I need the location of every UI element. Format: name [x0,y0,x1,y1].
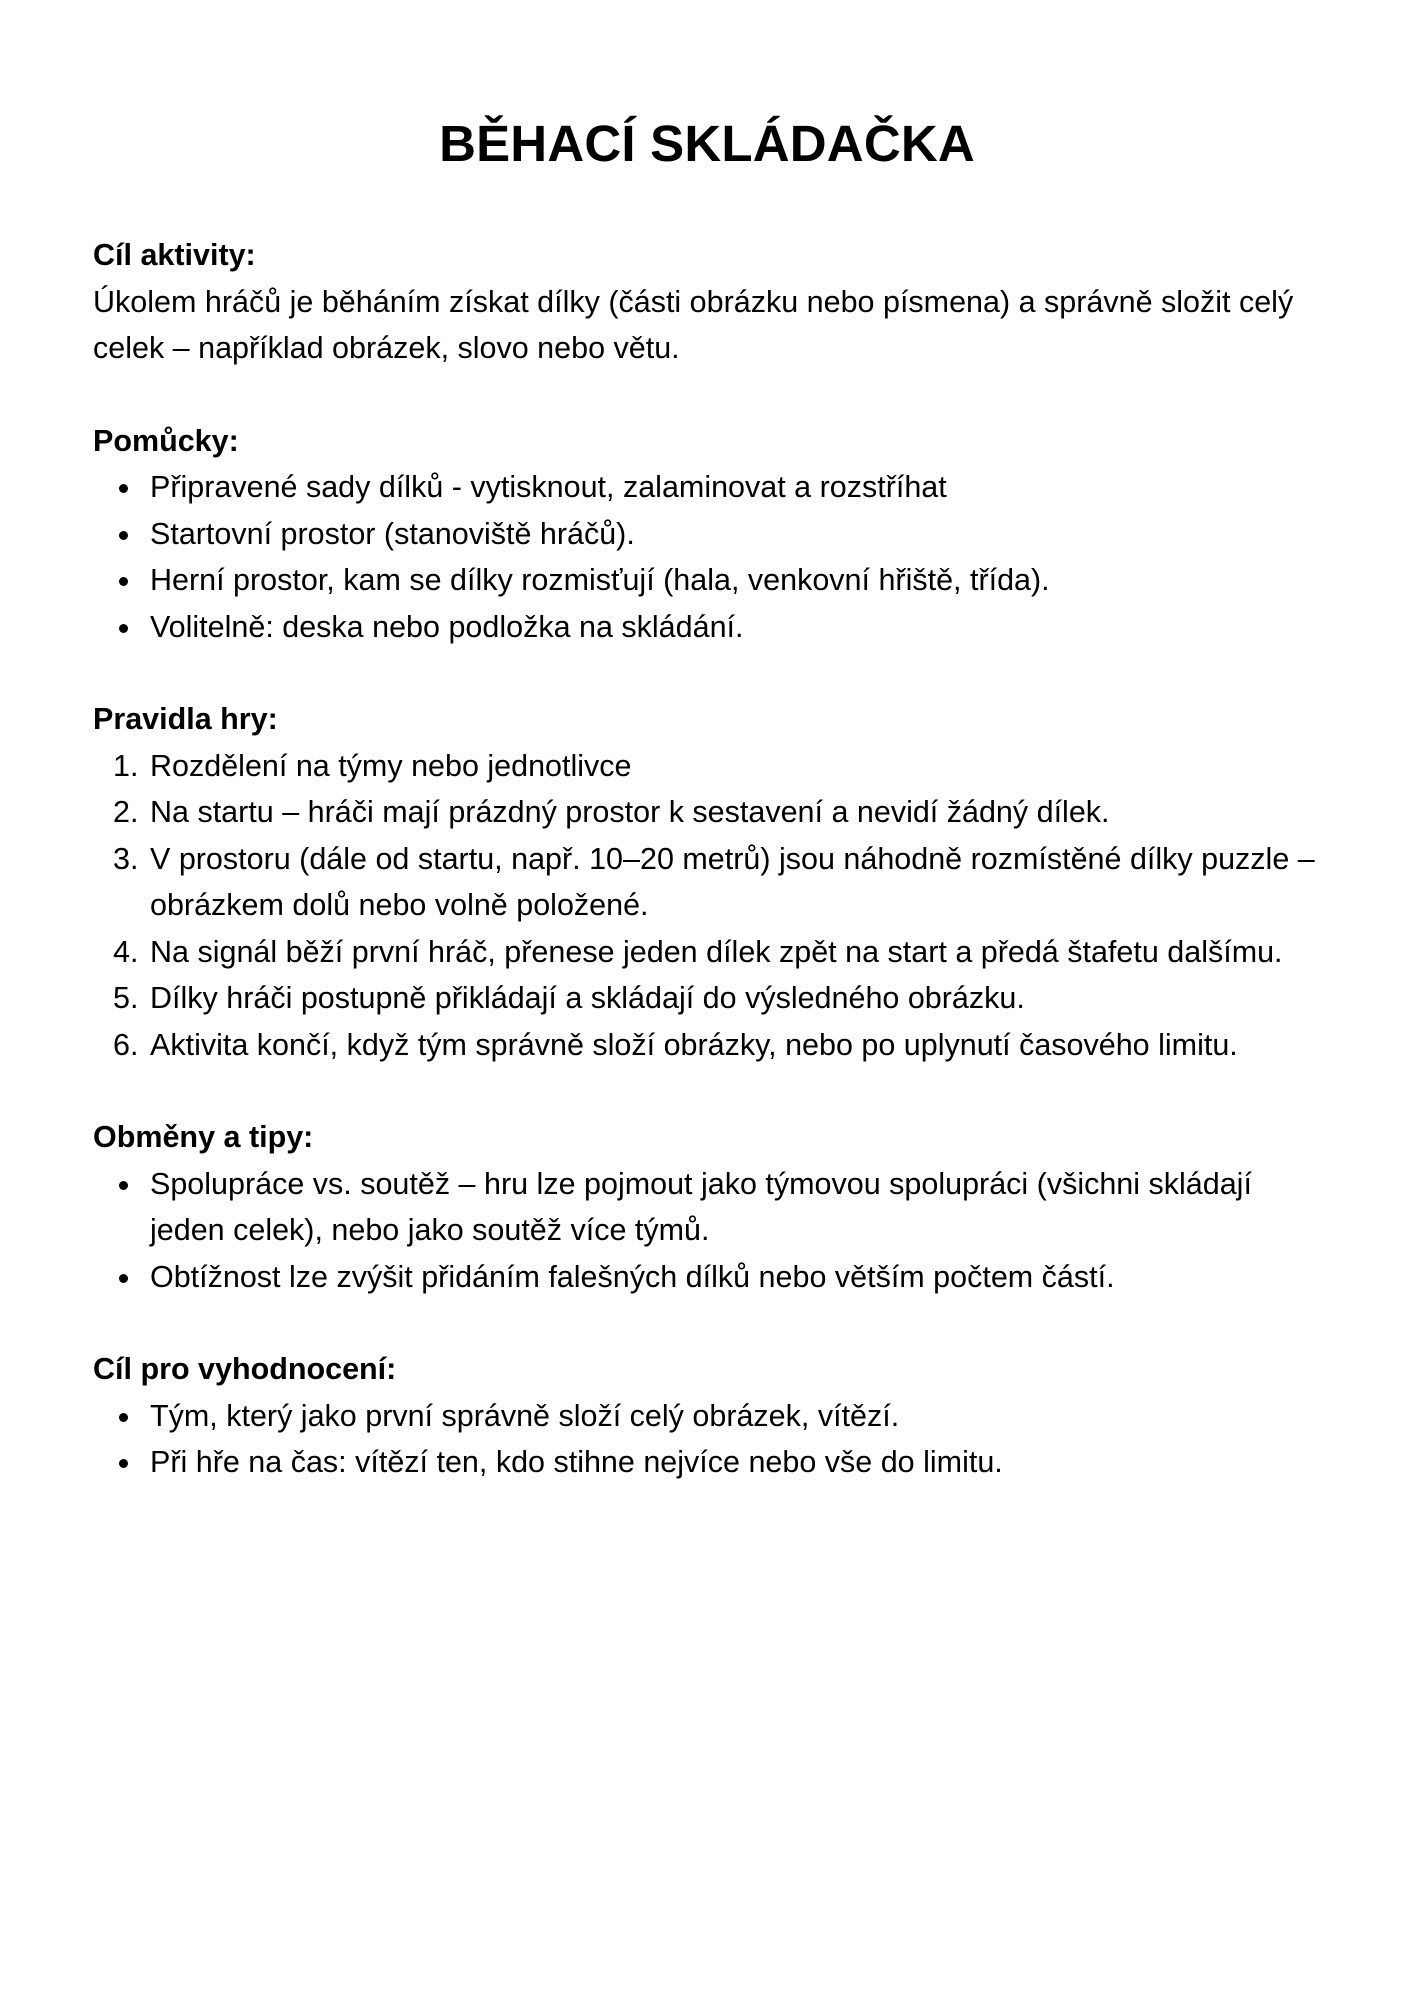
section-rules [93,696,1333,1068]
list-item: Startovní prostor (stanoviště hráčů). [93,511,1333,558]
list-item [93,743,1333,790]
section-heading: Pomůcky: [93,423,239,458]
list-number: 4. [113,934,139,969]
section-heading: Pravidla hry: [93,702,278,736]
list-item-text: Rozdělení na týmy nebo jednotlivce [150,748,632,783]
list-item: Spolupráce vs. soutěž – hru lze pojmout jako týmovou spolupráci (všichni skládají jeden celek), nebo jako soutěž více týmů. [93,1161,1333,1254]
section-paragraph: Úkolem hráčů je běháním získat dílky (části obrázku nebo písmena) a správně složit celý celek – například obrázek, slovo nebo větu. [93,284,1294,365]
list-item [93,975,1333,1022]
list-item-text: Aktivita končí, když tým správně složí obrázky, nebo po uplynutí časového limitu. [150,1027,1238,1062]
section-tools [93,418,1333,651]
bullet-list [93,464,1333,650]
list-number: 2. [113,795,139,829]
list-item [93,929,1333,976]
bullet-list [93,1393,1333,1486]
list-item: Obtížnost lze zvýšit přidáním falešných dílků nebo větším počtem částí. [93,1254,1333,1301]
list-item: Volitelně: deska nebo podložka na skládání. [93,604,1333,651]
list-item [93,1022,1333,1069]
list-item: Připravené sady dílků - vytisknout, zalaminovat a rozstříhat [93,464,1333,511]
list-number: 3. [113,841,139,876]
list-item: Při hře na čas: vítězí ten, kdo stihne nejvíce nebo vše do limitu. [93,1439,1333,1486]
list-item: Tým, který jako první správně složí celý obrázek, vítězí. [93,1393,1333,1440]
list-item: Herní prostor, kam se dílky rozmisťují (hala, venkovní hřiště, třída). [93,557,1333,604]
section-goal [93,232,1333,372]
list-item-text: Na signál běží první hráč, přenese jeden dílek zpět na start a předá štafetu dalšímu. [150,934,1283,969]
list-item-text: Na startu – hráči mají prázdný prostor k sestavení a nevidí žádný dílek. [150,795,1110,829]
list-number: 6. [113,1027,139,1062]
section-variants [93,1114,1333,1300]
section-evaluation [93,1346,1333,1486]
section-heading: Cíl aktivity: [93,238,256,272]
numbered-list [93,743,1333,1069]
document-body [93,232,1333,1532]
bullet-list [93,1161,1333,1301]
list-item-text: Dílky hráči postupně přikládají a skládají do výsledného obrázku. [150,981,1025,1015]
page-title: BĚHACÍ SKLÁDAČKA [439,115,975,172]
section-heading: Obměny a tipy: [93,1120,314,1154]
list-item [93,836,1333,929]
list-item-text: V prostoru (dále od startu, např. 10–20 metrů) jsou náhodně rozmístěné dílky puzzle – obrázkem dolů nebo volně položené. [150,841,1315,922]
section-heading: Cíl pro vyhodnocení: [93,1352,397,1386]
list-item [93,789,1333,836]
list-number: 5. [113,981,139,1015]
list-number: 1. [113,748,139,783]
